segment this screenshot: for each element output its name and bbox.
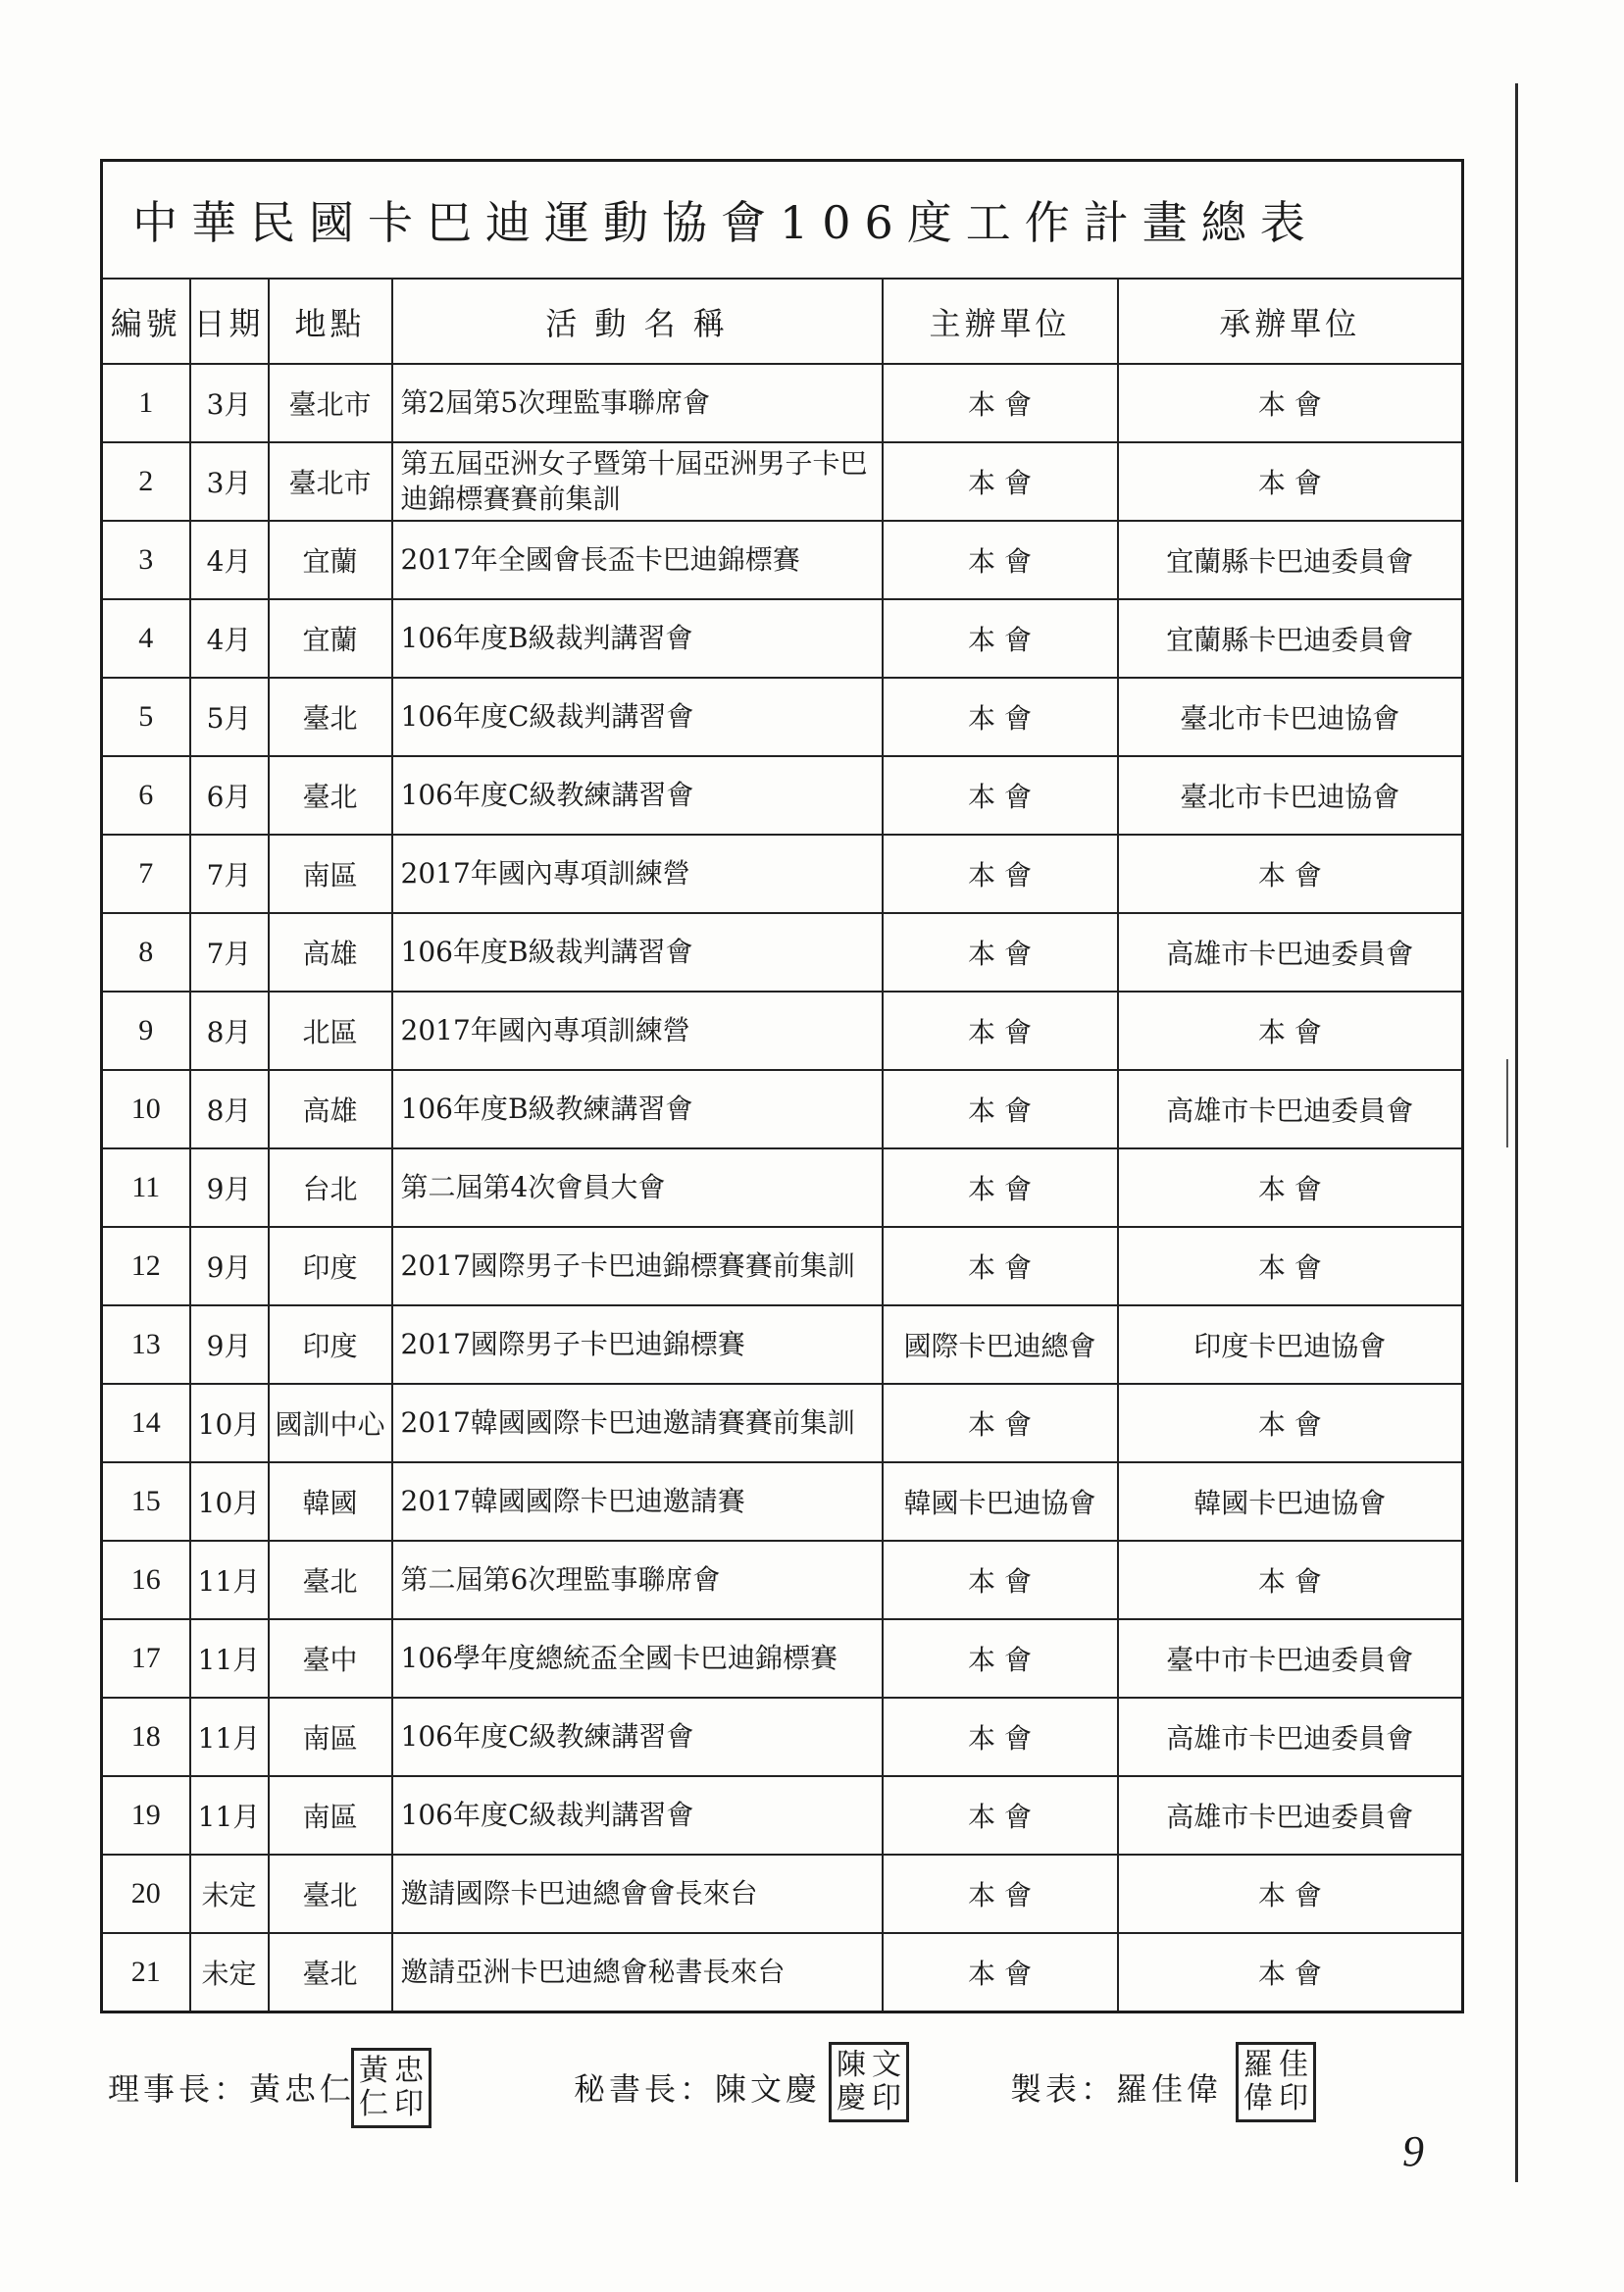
row-activity: 106年度B級教練講習會 <box>392 1070 883 1148</box>
table-row <box>102 1855 1463 1933</box>
seal-char: 印 <box>1279 2081 1308 2115</box>
row-activity: 2017國際男子卡巴迪錦標賽 <box>392 1305 883 1384</box>
table-row <box>102 1776 1463 1855</box>
row-activity: 邀請亞洲卡巴迪總會秘書長來台 <box>392 1933 883 2012</box>
table-row <box>102 599 1463 678</box>
row-place: 臺中 <box>269 1619 392 1698</box>
row-date: 8月 <box>190 992 269 1070</box>
row-date: 未定 <box>190 1933 269 2012</box>
row-organizer: 宜蘭縣卡巴迪委員會 <box>1118 521 1463 599</box>
table-row <box>102 1462 1463 1541</box>
row-number: 11 <box>102 1148 190 1227</box>
row-activity: 2017年國內專項訓練營 <box>392 835 883 913</box>
row-place: 印度 <box>269 1227 392 1305</box>
row-activity: 2017國際男子卡巴迪錦標賽賽前集訓 <box>392 1227 883 1305</box>
header-date: 日期 <box>190 279 269 364</box>
row-activity: 106年度B級裁判講習會 <box>392 913 883 992</box>
row-host: 本 會 <box>883 1855 1118 1933</box>
row-date: 4月 <box>190 521 269 599</box>
row-organizer: 本 會 <box>1118 1933 1463 2012</box>
header-place: 地點 <box>269 279 392 364</box>
row-activity: 106年度C級教練講習會 <box>392 756 883 835</box>
table-row <box>102 835 1463 913</box>
row-host: 本 會 <box>883 992 1118 1070</box>
row-activity: 2017年國內專項訓練營 <box>392 992 883 1070</box>
row-date: 11月 <box>190 1541 269 1619</box>
seal-char: 羅 <box>1243 2048 1273 2082</box>
table-row <box>102 442 1463 521</box>
row-date: 11月 <box>190 1619 269 1698</box>
row-organizer: 臺北市卡巴迪協會 <box>1118 756 1463 835</box>
row-host: 本 會 <box>883 913 1118 992</box>
row-activity: 2017年全國會長盃卡巴迪錦標賽 <box>392 521 883 599</box>
row-place: 南區 <box>269 835 392 913</box>
document-title: 中華民國卡巴迪運動協會106度工作計畫總表 <box>102 161 1463 280</box>
seal-char: 慶 <box>837 2081 866 2115</box>
row-date: 7月 <box>190 913 269 992</box>
row-organizer: 本 會 <box>1118 1855 1463 1933</box>
row-date: 10月 <box>190 1384 269 1462</box>
chairman-seal <box>351 2048 431 2128</box>
row-host: 本 會 <box>883 1541 1118 1619</box>
table-row <box>102 521 1463 599</box>
row-number: 18 <box>102 1698 190 1776</box>
row-number: 14 <box>102 1384 190 1462</box>
row-organizer: 高雄市卡巴迪委員會 <box>1118 1698 1463 1776</box>
row-number: 6 <box>102 756 190 835</box>
row-organizer: 本 會 <box>1118 1384 1463 1462</box>
table-row <box>102 913 1463 992</box>
row-activity: 第五屆亞洲女子暨第十屆亞洲男子卡巴迪錦標賽賽前集訓 <box>392 442 883 521</box>
row-date: 3月 <box>190 442 269 521</box>
row-organizer: 宜蘭縣卡巴迪委員會 <box>1118 599 1463 678</box>
row-number: 12 <box>102 1227 190 1305</box>
row-organizer: 本 會 <box>1118 992 1463 1070</box>
row-date: 8月 <box>190 1070 269 1148</box>
row-place: 宜蘭 <box>269 521 392 599</box>
table-row <box>102 1384 1463 1462</box>
row-organizer: 高雄市卡巴迪委員會 <box>1118 1776 1463 1855</box>
preparer-signature-label: 製表：羅佳偉 <box>1010 2070 1223 2108</box>
row-number: 19 <box>102 1776 190 1855</box>
row-organizer: 本 會 <box>1118 835 1463 913</box>
seal-char: 印 <box>394 2087 424 2121</box>
chairman-signature-label: 理事長：黃忠仁 <box>108 2070 356 2108</box>
row-host: 本 會 <box>883 756 1118 835</box>
row-host: 本 會 <box>883 599 1118 678</box>
row-place: 臺北 <box>269 678 392 756</box>
row-number: 9 <box>102 992 190 1070</box>
row-place: 臺北市 <box>269 364 392 442</box>
table-row <box>102 1070 1463 1148</box>
row-date: 9月 <box>190 1227 269 1305</box>
row-activity: 106年度B級裁判講習會 <box>392 599 883 678</box>
row-date: 4月 <box>190 599 269 678</box>
row-place: 高雄 <box>269 1070 392 1148</box>
row-host: 本 會 <box>883 1933 1118 2012</box>
row-organizer: 臺中市卡巴迪委員會 <box>1118 1619 1463 1698</box>
table-header-row <box>102 279 1463 364</box>
row-date: 11月 <box>190 1698 269 1776</box>
table-row <box>102 1541 1463 1619</box>
row-place: 台北 <box>269 1148 392 1227</box>
seal-char: 偉 <box>1243 2081 1273 2115</box>
row-host: 本 會 <box>883 1148 1118 1227</box>
row-activity: 2017韓國國際卡巴迪邀請賽賽前集訓 <box>392 1384 883 1462</box>
row-place: 韓國 <box>269 1462 392 1541</box>
row-place: 南區 <box>269 1698 392 1776</box>
row-date: 7月 <box>190 835 269 913</box>
row-host: 本 會 <box>883 1070 1118 1148</box>
row-place: 臺北 <box>269 1933 392 2012</box>
row-activity: 邀請國際卡巴迪總會會長來台 <box>392 1855 883 1933</box>
row-activity: 第二屆第6次理監事聯席會 <box>392 1541 883 1619</box>
secretary-signature-label: 秘書長：陳文慶 <box>574 2070 822 2108</box>
row-date: 11月 <box>190 1776 269 1855</box>
row-host: 本 會 <box>883 364 1118 442</box>
table-row <box>102 1698 1463 1776</box>
row-number: 13 <box>102 1305 190 1384</box>
row-number: 2 <box>102 442 190 521</box>
table-row <box>102 1933 1463 2012</box>
row-host: 本 會 <box>883 1619 1118 1698</box>
row-number: 5 <box>102 678 190 756</box>
row-host: 本 會 <box>883 442 1118 521</box>
seal-char: 仁 <box>359 2087 388 2121</box>
row-number: 21 <box>102 1933 190 2012</box>
header-activity: 活 動 名 稱 <box>392 279 883 364</box>
header-organizer: 承辦單位 <box>1118 279 1463 364</box>
row-place: 臺北 <box>269 1541 392 1619</box>
row-number: 7 <box>102 835 190 913</box>
row-number: 1 <box>102 364 190 442</box>
header-host: 主辦單位 <box>883 279 1118 364</box>
row-organizer: 高雄市卡巴迪委員會 <box>1118 1070 1463 1148</box>
row-organizer: 韓國卡巴迪協會 <box>1118 1462 1463 1541</box>
table-row <box>102 678 1463 756</box>
table-row <box>102 992 1463 1070</box>
table-row <box>102 1619 1463 1698</box>
row-host: 本 會 <box>883 1776 1118 1855</box>
row-host: 本 會 <box>883 1384 1118 1462</box>
table-row <box>102 1305 1463 1384</box>
row-number: 10 <box>102 1070 190 1148</box>
page-edge-mark <box>1506 1059 1508 1147</box>
row-place: 北區 <box>269 992 392 1070</box>
seal-char: 佳 <box>1279 2048 1308 2082</box>
row-date: 10月 <box>190 1462 269 1541</box>
row-host: 國際卡巴迪總會 <box>883 1305 1118 1384</box>
row-organizer: 印度卡巴迪協會 <box>1118 1305 1463 1384</box>
work-plan-table <box>100 159 1464 2013</box>
row-host: 本 會 <box>883 1227 1118 1305</box>
row-number: 8 <box>102 913 190 992</box>
page-number: 9 <box>1402 2127 1424 2175</box>
row-date: 5月 <box>190 678 269 756</box>
row-organizer: 本 會 <box>1118 364 1463 442</box>
preparer-seal <box>1236 2042 1316 2122</box>
seal-char: 黃 <box>359 2054 388 2088</box>
seal-char: 忠 <box>394 2054 424 2088</box>
row-number: 15 <box>102 1462 190 1541</box>
row-host: 本 會 <box>883 1698 1118 1776</box>
row-organizer: 本 會 <box>1118 1148 1463 1227</box>
row-place: 高雄 <box>269 913 392 992</box>
row-activity: 2017韓國國際卡巴迪邀請賽 <box>392 1462 883 1541</box>
row-place: 臺北市 <box>269 442 392 521</box>
row-number: 3 <box>102 521 190 599</box>
row-date: 9月 <box>190 1148 269 1227</box>
row-activity: 106年度C級裁判講習會 <box>392 678 883 756</box>
seal-char: 印 <box>872 2081 901 2115</box>
row-host: 本 會 <box>883 678 1118 756</box>
row-number: 20 <box>102 1855 190 1933</box>
row-date: 6月 <box>190 756 269 835</box>
table-row <box>102 364 1463 442</box>
row-organizer: 臺北市卡巴迪協會 <box>1118 678 1463 756</box>
row-date: 3月 <box>190 364 269 442</box>
row-number: 17 <box>102 1619 190 1698</box>
row-number: 16 <box>102 1541 190 1619</box>
row-activity: 第2屆第5次理監事聯席會 <box>392 364 883 442</box>
row-organizer: 本 會 <box>1118 1541 1463 1619</box>
row-place: 南區 <box>269 1776 392 1855</box>
row-organizer: 本 會 <box>1118 442 1463 521</box>
row-place: 宜蘭 <box>269 599 392 678</box>
table-row <box>102 1227 1463 1305</box>
row-date: 未定 <box>190 1855 269 1933</box>
seal-char: 陳 <box>837 2048 866 2082</box>
row-activity: 106年度C級教練講習會 <box>392 1698 883 1776</box>
row-place: 印度 <box>269 1305 392 1384</box>
seal-char: 文 <box>872 2048 901 2082</box>
row-activity: 第二屆第4次會員大會 <box>392 1148 883 1227</box>
row-host: 本 會 <box>883 835 1118 913</box>
row-place: 國訓中心 <box>269 1384 392 1462</box>
row-place: 臺北 <box>269 756 392 835</box>
table-row <box>102 756 1463 835</box>
header-number: 編號 <box>102 279 190 364</box>
row-organizer: 高雄市卡巴迪委員會 <box>1118 913 1463 992</box>
row-activity: 106學年度總統盃全國卡巴迪錦標賽 <box>392 1619 883 1698</box>
row-organizer: 本 會 <box>1118 1227 1463 1305</box>
row-number: 4 <box>102 599 190 678</box>
row-activity: 106年度C級裁判講習會 <box>392 1776 883 1855</box>
row-host: 本 會 <box>883 521 1118 599</box>
row-host: 韓國卡巴迪協會 <box>883 1462 1118 1541</box>
secretary-seal <box>829 2042 909 2122</box>
page-edge-line <box>1515 83 1518 2182</box>
row-date: 9月 <box>190 1305 269 1384</box>
row-place: 臺北 <box>269 1855 392 1933</box>
table-row <box>102 1148 1463 1227</box>
